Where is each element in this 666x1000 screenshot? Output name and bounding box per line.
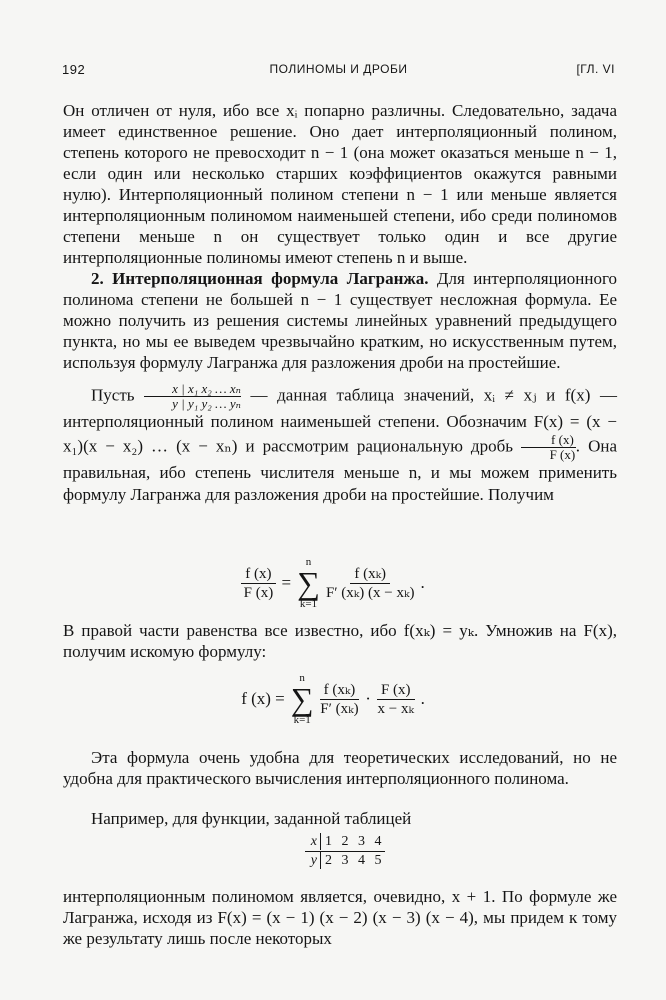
paragraph-2	[63, 268, 617, 373]
formula1-sum-bottom: k=1	[299, 598, 318, 610]
formula1-rhs-den: F′ (xₖ) (x − xₖ)	[325, 584, 415, 601]
page-number: 192	[62, 62, 86, 77]
formula2-f1-den: F′ (xₖ)	[320, 700, 359, 717]
formula1-equals: =	[281, 573, 292, 592]
value-table-label-x: x	[305, 833, 321, 850]
formula2-dot: .	[420, 689, 425, 708]
formula2-sum	[291, 672, 314, 726]
multiply-dot: ·	[365, 689, 371, 708]
paragraph-4: В правой части равенства все известно, ибо f(xₖ) = yₖ. Умножив на F(x), получим искомую формулу:	[63, 621, 617, 661]
formula1-sum	[297, 556, 320, 610]
chapter-label: [ГЛ. VI	[576, 62, 615, 76]
running-header	[62, 62, 615, 84]
formula2-f2-den: x − xₖ	[377, 700, 414, 717]
value-table-values-y: 2 3 4 5	[325, 853, 385, 868]
sigma-icon: ∑	[297, 565, 320, 601]
inline-fraction-numerator: f (x)	[521, 433, 576, 448]
inline-table-row-y: y | y₁ y₂ … yₙ	[172, 396, 241, 411]
paragraph-2-text: Для интерполяционного полинома степени не большей n − 1 существует несложная формула. Ее можно получить из решения системы линейных уравнений предыдущего пункта, но мы ее выведем чрезвычайно кратким, но искусственным путем, используя формулу Лагранжа для разложения дроби на простейшие.	[63, 269, 618, 372]
value-table-row-y	[305, 852, 385, 869]
paragraph-7: интерполяционным полиномом является, очевидно, x + 1. По формуле же Лагранжа, исходя из F(x) = (x − 1) (x − 2) (x − 3) (x − 4), мы придем к тому же результату лишь после некоторых	[63, 887, 617, 948]
p3-end: . Она правильная, ибо степень числителя меньше n, и мы можем применить формулу Лагранжа для разложения дроби на простейшие. Получим	[63, 436, 617, 504]
formula2-fraction-2	[377, 681, 415, 718]
value-table-label-y: y	[305, 852, 321, 869]
formula-decomposition	[0, 556, 666, 610]
p3-middle: — данная таблица значений, xᵢ ≠ xⱼ и f(x) — интерполяционный полином наименьшей степени. Обозначим F(x) = (x − x₁)(x − x₂) … (x − xₙ) и рассмотрим рациональную дробь	[63, 385, 618, 456]
formula2-f1-num: f (xₖ)	[320, 681, 360, 700]
value-table	[305, 833, 385, 869]
formula-lagrange	[0, 672, 666, 726]
inline-fraction	[521, 433, 576, 462]
inline-value-table	[144, 382, 241, 411]
paragraph-3	[63, 382, 617, 506]
inline-table-row-x: x | x₁ x₂ … xₙ	[144, 382, 241, 397]
formula1-sum-top: n	[305, 556, 312, 568]
formula2-sum-bottom: k=1	[293, 714, 311, 726]
formula1-lhs-den: F (x)	[243, 584, 274, 601]
formula1-lhs-num: f (x)	[241, 565, 275, 584]
p3-start: Пусть	[91, 385, 135, 405]
formula2-sum-top: n	[299, 672, 305, 684]
value-table-values-x: 1 2 3 4	[325, 834, 385, 849]
formula1-lhs	[241, 565, 275, 602]
formula1-rhs	[326, 565, 415, 602]
paragraph-6: Например, для функции, заданной таблицей	[91, 809, 412, 828]
inline-fraction-denominator: F (x)	[549, 447, 576, 462]
sigma-icon: ∑	[290, 681, 314, 717]
formula2-lhs: f (x) =	[241, 689, 285, 708]
formula1-dot: .	[420, 573, 425, 592]
formula2-f2-num: F (x)	[377, 681, 415, 700]
formula1-rhs-num: f (xₖ)	[350, 565, 390, 584]
running-title: ПОЛИНОМЫ И ДРОБИ	[269, 62, 408, 76]
formula2-fraction-1	[320, 681, 360, 718]
value-table-row-x	[305, 833, 385, 852]
paragraph-5: Эта формула очень удобна для теоретических исследований, но не удобна для практического вычисления интерполяционного полинома.	[63, 748, 617, 788]
section-heading: 2. Интерполяционная формула Лагранжа.	[91, 269, 429, 288]
paragraph-1: Он отличен от нуля, ибо все xᵢ попарно различны. Следовательно, задача имеет единственное решение. Оно дает интерполяционный полином, степень которого не превосходит n − 1 (она может оказаться меньше n − 1, если один или несколько старших коэффициентов окажутся равными нулю). Интерполяционный полином степени n − 1 или меньше является интерполяционным полиномом наименьшей степени, ибо среди полиномов степени меньше n он существует только один и все другие интерполяционные полиномы имеют степень n и выше.	[63, 101, 617, 267]
